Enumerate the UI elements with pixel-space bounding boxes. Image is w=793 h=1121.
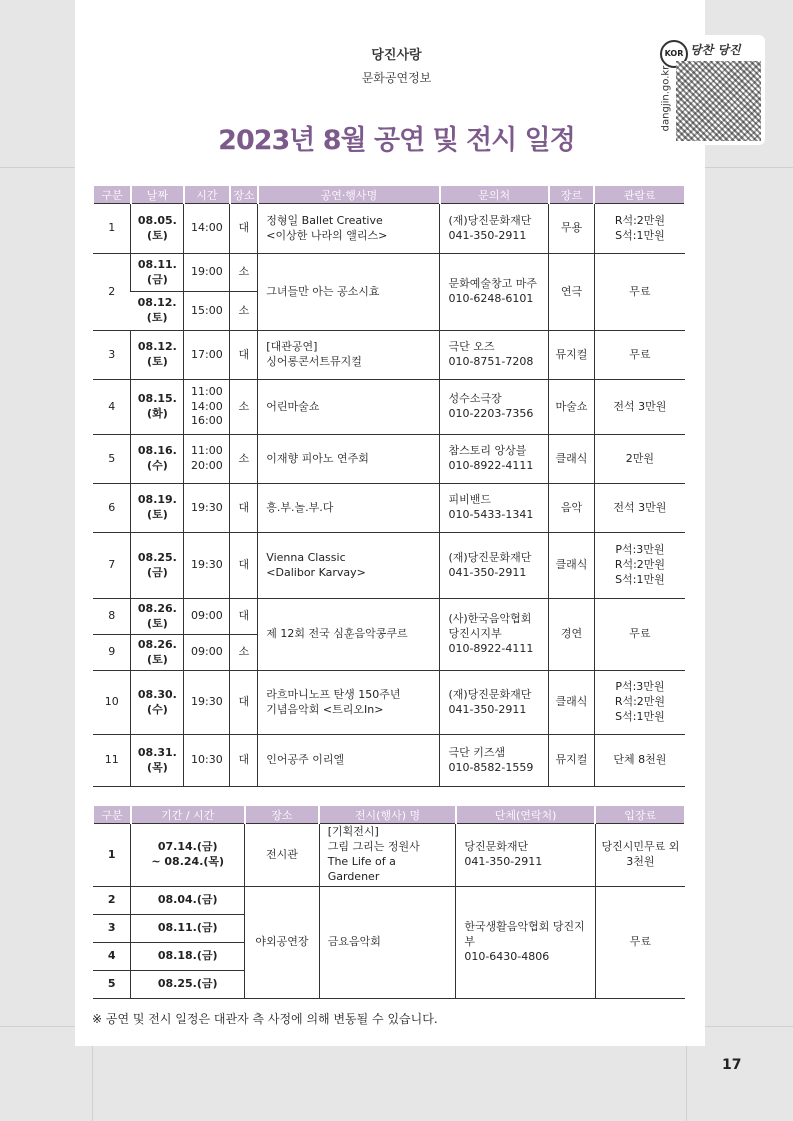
table-cell: 마술쇼 xyxy=(549,380,595,435)
col-header: 공연·행사명 xyxy=(258,186,440,204)
table-cell: 대 xyxy=(230,331,258,380)
kor-logo: KOR xyxy=(660,40,688,68)
col-header: 관람료 xyxy=(594,186,685,204)
table-cell: 극단 키즈샘 010-8582-1559 xyxy=(440,735,549,787)
table-cell: 야외공연장 xyxy=(245,887,320,999)
col-header: 단체(연락처) xyxy=(456,806,595,824)
site-url: dangjin.go.kr xyxy=(660,65,672,132)
table-cell: 소 xyxy=(230,292,258,331)
table-cell: [기획전시] 그림 그리는 정원사 The Life of a Gardener xyxy=(319,824,456,887)
table-cell: 대 xyxy=(230,484,258,533)
table-row xyxy=(93,435,685,484)
col-header: 구분 xyxy=(93,186,131,204)
col-header: 장소 xyxy=(230,186,258,204)
table-cell: P석:3만원 R석:2만원 S석:1만원 xyxy=(594,533,685,599)
table-cell: 1 xyxy=(93,204,131,254)
table-cell: 무료 xyxy=(594,599,685,671)
table-cell: 라흐마니노프 탄생 150주년 기념음악회 <트리오In> xyxy=(258,671,440,735)
table-cell: R석:2만원 S석:1만원 xyxy=(594,204,685,254)
table-cell: 8 xyxy=(93,599,131,635)
table-cell: 19:30 xyxy=(184,671,230,735)
table-row xyxy=(93,735,685,787)
table-cell: 경연 xyxy=(549,599,595,671)
table-cell: 19:30 xyxy=(184,533,230,599)
table-cell: 3 xyxy=(93,915,131,943)
table-cell: 뮤지컬 xyxy=(549,735,595,787)
col-header: 날짜 xyxy=(131,186,184,204)
table-row xyxy=(93,533,685,599)
table-cell: [대관공연] 싱어롱콘서트뮤지컬 xyxy=(258,331,440,380)
table-cell: 연극 xyxy=(549,254,595,331)
table-cell: 09:00 xyxy=(184,635,230,671)
table-cell: 08.25. (금) xyxy=(131,533,184,599)
col-header: 구분 xyxy=(93,806,131,824)
table-cell: 08.25.(금) xyxy=(131,971,245,999)
footnote: ※ 공연 및 전시 일정은 대관자 측 사정에 의해 변동될 수 있습니다. xyxy=(92,1012,438,1026)
section-subtitle: 문화공연정보 xyxy=(361,71,432,85)
table-cell: (사)한국음악협회 당진시지부 010-8922-4111 xyxy=(440,599,549,671)
table-cell: 08.18.(금) xyxy=(131,943,245,971)
table-cell: 11:00 14:00 16:00 xyxy=(184,380,230,435)
table-cell: 이재향 피아노 연주회 xyxy=(258,435,440,484)
table-cell: 어린마술쇼 xyxy=(258,380,440,435)
table-cell: 19:30 xyxy=(184,484,230,533)
table-cell: 당진시민무료 외 3천원 xyxy=(595,824,685,887)
table-cell: 소 xyxy=(230,635,258,671)
col-header: 전시(행사) 명 xyxy=(319,806,456,824)
table-cell: 대 xyxy=(230,671,258,735)
table-cell: 뮤지컬 xyxy=(549,331,595,380)
table-cell: 11 xyxy=(93,735,131,787)
table-cell: (재)당진문화재단 041-350-2911 xyxy=(440,671,549,735)
table-cell: 2만원 xyxy=(594,435,685,484)
col-header: 기간 / 시간 xyxy=(131,806,245,824)
table-cell: 당진문화재단 041-350-2911 xyxy=(456,824,595,887)
table-cell: 09:00 xyxy=(184,599,230,635)
table-cell: 6 xyxy=(93,484,131,533)
table-cell: 음악 xyxy=(549,484,595,533)
col-header: 장소 xyxy=(245,806,320,824)
table-cell: 08.12. (토) xyxy=(131,292,184,331)
table-cell: 08.26. (토) xyxy=(131,635,184,671)
table-cell: 10:30 xyxy=(184,735,230,787)
section-title: 당진사랑 xyxy=(371,48,422,63)
table-cell: 대 xyxy=(230,735,258,787)
table-cell: 전시관 xyxy=(245,824,320,887)
table-cell: 전석 3만원 xyxy=(594,484,685,533)
table-row xyxy=(93,331,685,380)
table-cell: (재)당진문화재단 041-350-2911 xyxy=(440,204,549,254)
qr-badge[interactable] xyxy=(656,35,765,145)
table-cell: 19:00 xyxy=(184,254,230,292)
table-cell: 2 xyxy=(93,887,131,915)
table-cell: 대 xyxy=(230,533,258,599)
table-cell: 단체 8천원 xyxy=(594,735,685,787)
table-cell: 인어공주 이리엘 xyxy=(258,735,440,787)
col-header: 문의처 xyxy=(440,186,549,204)
table-cell: 08.31. (목) xyxy=(131,735,184,787)
table-cell: 그녀들만 아는 공소시효 xyxy=(258,254,440,331)
table-cell: Vienna Classic <Dalibor Karvay> xyxy=(258,533,440,599)
page-title: 2023년 8월 공연 및 전시 일정 xyxy=(218,125,575,156)
table-cell: 금요음악회 xyxy=(319,887,456,999)
page-number: 17 xyxy=(722,1057,742,1073)
performance-table xyxy=(92,186,686,787)
table-cell: 3 xyxy=(93,331,131,380)
table-cell: 08.26. (토) xyxy=(131,599,184,635)
table-cell: P석:3만원 R석:2만원 S석:1만원 xyxy=(594,671,685,735)
table-cell: 무용 xyxy=(549,204,595,254)
table-cell: 1 xyxy=(93,824,131,887)
table-cell: 08.11. (금) xyxy=(131,254,184,292)
table-cell: (재)당진문화재단 041-350-2911 xyxy=(440,533,549,599)
table-cell: 소 xyxy=(230,380,258,435)
table-cell: 클래식 xyxy=(549,435,595,484)
table-cell: 08.30. (수) xyxy=(131,671,184,735)
table-cell: 극단 오즈 010-8751-7208 xyxy=(440,331,549,380)
table-row xyxy=(93,204,685,254)
table-cell: 2 xyxy=(93,254,131,331)
table-cell: 클래식 xyxy=(549,533,595,599)
table-cell: 08.04.(금) xyxy=(131,887,245,915)
table-cell: 전석 3만원 xyxy=(594,380,685,435)
table-cell: 정형일 Ballet Creative <이상한 나라의 앨리스> xyxy=(258,204,440,254)
table-cell: 08.15. (화) xyxy=(131,380,184,435)
table-cell: 4 xyxy=(93,380,131,435)
table-cell: 대 xyxy=(230,204,258,254)
table-cell: 4 xyxy=(93,943,131,971)
table-cell: 흥.부.놀.부.다 xyxy=(258,484,440,533)
table-cell: 클래식 xyxy=(549,671,595,735)
brand-logo: 당찬 당진 xyxy=(690,43,741,57)
col-header: 입장료 xyxy=(595,806,685,824)
table-cell: 참스토리 앙상블 010-8922-4111 xyxy=(440,435,549,484)
table-cell: 대 xyxy=(230,599,258,635)
table-row xyxy=(93,887,685,915)
table-cell: 7 xyxy=(93,533,131,599)
table-cell: 무료 xyxy=(594,254,685,331)
table-cell: 성수소극장 010-2203-7356 xyxy=(440,380,549,435)
table-cell: 소 xyxy=(230,435,258,484)
table-cell: 피비밴드 010-5433-1341 xyxy=(440,484,549,533)
table-cell: 5 xyxy=(93,971,131,999)
qr-code-icon[interactable] xyxy=(676,61,761,141)
table-cell: 14:00 xyxy=(184,204,230,254)
table-row xyxy=(93,380,685,435)
table-row xyxy=(93,254,685,292)
table-row xyxy=(93,484,685,533)
col-header: 장르 xyxy=(549,186,595,204)
col-header: 시간 xyxy=(184,186,230,204)
table-cell: 한국생활음악협회 당진지부 010-6430-4806 xyxy=(456,887,595,999)
table-cell: 무료 xyxy=(595,887,685,999)
table-cell: 08.05. (토) xyxy=(131,204,184,254)
exhibition-table xyxy=(92,806,686,999)
table-header xyxy=(93,806,685,824)
table-cell: 제 12회 전국 심훈음악콩쿠르 xyxy=(258,599,440,671)
table-cell: 11:00 20:00 xyxy=(184,435,230,484)
table-row xyxy=(93,671,685,735)
table-cell: 08.11.(금) xyxy=(131,915,245,943)
table-row xyxy=(93,824,685,887)
table-cell: 문화예술창고 마주 010-6248-6101 xyxy=(440,254,549,331)
table-cell: 소 xyxy=(230,254,258,292)
table-cell: 15:00 xyxy=(184,292,230,331)
table-cell: 08.19. (토) xyxy=(131,484,184,533)
table-cell: 07.14.(금) ~ 08.24.(목) xyxy=(131,824,245,887)
table-cell: 10 xyxy=(93,671,131,735)
table-cell: 17:00 xyxy=(184,331,230,380)
table-cell: 08.12. (토) xyxy=(131,331,184,380)
table-header xyxy=(93,186,685,204)
table-cell: 5 xyxy=(93,435,131,484)
table-cell: 무료 xyxy=(594,331,685,380)
table-cell: 9 xyxy=(93,635,131,671)
table-cell: 08.16. (수) xyxy=(131,435,184,484)
table-row xyxy=(93,599,685,635)
